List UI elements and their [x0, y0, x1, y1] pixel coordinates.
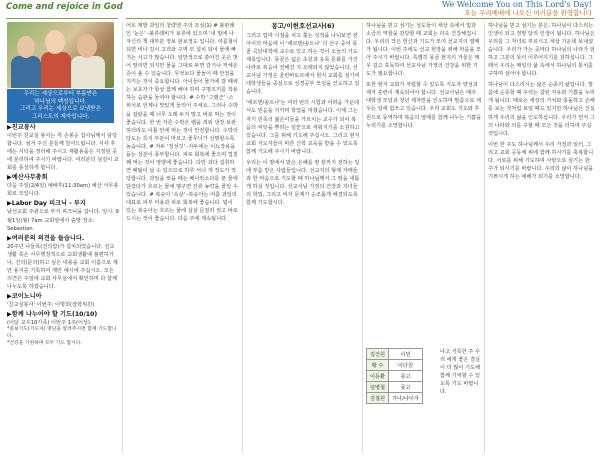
section-body: (이달 교우10가족) 이번주 1주(이상)	[7, 320, 91, 327]
table-side-body: 나고 거룩한 주 우리 에게 좋은 결실이 더 많이 기도해 함께 기억할 수 있도록 기도 바랍니다.	[440, 349, 481, 396]
newsletter-title: Come and rejoice in God	[6, 2, 123, 12]
missionary-body: 우리는 이 땅에서 받은 은혜를 땅 끝까지 전하는 일에 부름 받은 사람들입니다. 선교지의 형제 자매들과 한 마음으로 기도할 때 하나님께서 그 땅을 새롭게 하실 것입니다. 선교사님 가정의 건강과 자녀들의 학업, 그리고 비자 문제가 순조롭게 해결되도록 함께 기도합시다.	[246, 159, 360, 206]
table-cell: 김철원	[367, 393, 389, 404]
welcome-korean: 오늘 우리예배에 나오신 여러분을 환영합니다	[464, 9, 592, 17]
sermon-column	[488, 22, 596, 454]
column-divider	[484, 22, 485, 454]
family-photo	[7, 22, 114, 88]
table-row	[367, 360, 423, 371]
welcome-header	[442, 0, 592, 18]
table-row	[367, 371, 423, 382]
sermon-body: 하나님을 믿고 섬기는 분은, 하나님이 다스리는 인생이 되고 정말 달리 인생이 됩니다. 하나님은 우리를 그 자녀로 부르시고 세상 가운데 보내셨습니다. 우리가 가는 곳마다 하나님의 나라가 임하고 그분의 뜻이 이루어지기를 원하십니다. 그래서 우리는 매일의 삶 속에서 하나님의 통치를 구하며 살아야 합니다.	[488, 23, 595, 78]
photo-caption	[7, 89, 114, 123]
caption-line: 그리고 우리는 세상으로 보냄받은	[20, 106, 101, 112]
table-cell: 몽고	[389, 382, 423, 393]
section-title: ▶친교봉사	[7, 124, 36, 131]
caption-line: 그리스도의 제자입니다.	[31, 113, 90, 120]
health-tips-body: 어트 제발 과일의 청량엔 주의 조심(1) # 불판례인 '눈은' -불류레비가 보류에 있으며 '내 밀에 나 자신의 책 대부분 정보 판보정도 입니다. 여름철이 되면 비나 깊이 고리와 구역 모 설치 되어 물에 빠지는 사고가 많습니다. 일반적으로 쏟아진 옷은 벗어 말리면 되지만 물을 그대로 두면 감기나 저체온증이 올 수 있습니다. 무엇보다 물놀이 때 안전을 지키는 것이 중요합니다. 아이들이 물가에 갈 때에는 보호자가 항상 함께 해야 하며 구명조끼를 착용하는 습관을 들여야 합니다. # 수박 '그랬군' -스위치로 언제나 맛있게 들리어 주세요. 그러나 수박을 잘랐을 때 너무 오래 두지 말고 바로 먹는 것이 좋습니다. 한 번 자른 수박은 랩을 씌워 냉장 보관하더라도 이틀 안에 먹는 것이 안전합니다. 수박의 당도는 꼭지 부분이 마르고 줄무늬가 선명할수록 높습니다. # 자두 '정성깃' -자두에는 이뇨작용을 돕는 성분이 풍부합니다. 피로 회복에 좋으며 껍질째 먹는 것이 영양에 좋습니다. 다만 과다 섭취하면 배탈이 날 수 있으므로 하루 서너 개 정도가 적당합니다. 과일을 씻을 때는 베이킹소다를 푼 물에 담갔다가 흐르는 물에 헹구면 잔류 농약을 줄일 수 있습니다. # 복숭아 '속살' -복숭아는 여름 과일의 대표로 피부 미용과 피로 회복에 좋습니다. 털이 있는 복숭아는 흐르는 물에 살살 문질러 씻고 바로 드시는 것이 좋습니다. 다음 주에 계속됩니다.	[126, 23, 238, 223]
table-cell: 황 수	[367, 360, 389, 371]
health-tips-column	[126, 22, 238, 454]
missionary-continued-body: 하나님을 믿고 섬기는 성도들이 세상 속에서 빛과 소금의 역할을 감당할 때 교회는 더욱 건강해집니다. 우리의 작은 헌신과 기도가 모여 선교지의 열매가 됩니다. 이번 주에도 선교 현장을 위해 마음을 모아 주시기 바랍니다. 특별히 몽골 현지의 겨울은 매우 길고 혹독하여 선교사님 가정의 건강을 위한 기도가 필요합니다.	[366, 23, 482, 78]
missionary-body: 그리고 업마 시점을 치고 쫓는 성적을 나눠보면 전 아이의 마음에 이 '에르덴/솔트나' 의 선구 중어 몽골 곡닭대학에 교수로 있고 하는 것이 오늘의 기도 제목입니다. 몽골은 넓은 초원과 유목 문화를 가진 나라로 복음이 전해진 지 오래되지 않았습니다. 선교사님 가정은 울란바토르에서 현지 교회를 섬기며 대학생들을 중심으로 성경공부 모임을 인도하고 있습니다.	[246, 33, 360, 96]
caption-line: 우리는 세상으로부터 부름받은	[23, 91, 98, 97]
section-title: ▶예산사무총회	[7, 174, 48, 182]
mission-partner-table	[366, 348, 423, 404]
table-side-text	[440, 348, 484, 408]
table-cell: 이동환	[367, 371, 389, 382]
table-cell: 가나/나이자	[389, 393, 423, 404]
section-body: 이번주 친교실 봉사는 각 손봉순 집사님께서 담당합니다. 섬겨 주신 분들께 감사드립니다. 식사 후에는 식탁을 정리해 주시고 재활용품은 지정된 곳에 분리하여 주시기 바랍니다. 여러분의 섬김이 교회를 풍성하게 합니다.	[7, 133, 119, 172]
table-cell: 임병철	[367, 382, 389, 393]
sermon-body: 하나님이 다스리시는 삶은 순종의 삶입니다. 말씀에 순종할 때 우리는 참된 자유와 기쁨을 누리게 됩니다. 때로는 세상의 가치와 충돌하고 손해를 보는 것처럼 보일 때도 있지만 하나님은 신실하게 우리의 삶을 인도하십니다. 우리가 먼저 그의 나라와 의를 구할 때 모든 것을 더하여 주실 것입니다.	[488, 82, 595, 137]
missionary-column	[246, 22, 360, 454]
missionary-continued-body: 또한 현지 교회가 자립할 수 있도록 지도자 양성과 제자 훈련이 계속되어야 합니다. 선교사님은 매주 대학생 모임과 청년 제자반을 인도하며 말씀으로 세우는 일에 힘쓰고 있습니다. 우리 교회도 기도와 후원으로 동역하며 복음의 열매를 함께 나누는 기쁨을 누리기를 소망합니다.	[366, 82, 482, 129]
section-body: 남선교회 주관으로 부지 피크닉을 갑니다. 일시: 9월1일(월) 7am 교회앞에서 출발 장소: Sebastian	[7, 209, 119, 232]
table-cell: 이민	[389, 349, 423, 360]
header-rule-left	[6, 18, 118, 19]
table-row	[367, 382, 423, 393]
missionary-continued-column	[366, 22, 482, 346]
welcome-english: We Welcome You on This Lord's Day!	[441, 0, 592, 9]
table-row	[367, 393, 423, 404]
column-divider	[242, 22, 243, 454]
caption-line: 하나님의 백성입니다.	[34, 98, 87, 105]
sermon-body: 이번 한 주도 하나님께서 우리 가정과 일터, 그리고 교회 공동체 위에 함께 하시기를 축복합니다. 서로를 위해 기도하며 사랑으로 섬기는 한 주가 되시기를 바랍니다. 우리의 삶이 하나님을 기쁘시게 하는 예배가 되기를 소망합니다.	[488, 141, 594, 180]
section-title: ▶함께 나누어야 할 기도(10/10)	[7, 311, 98, 319]
table-row	[367, 349, 423, 360]
missionary-body: '에르덴/솔트나'는 여러 번의 시험과 어려움 가운데서도 믿음을 지키며 학업을 마쳤습니다. 이제 그는 자기 민족의 젊은이들을 가르치는 교수가 되어 복음의 씨앗을 뿌리는 일꾼으로 세워지기를 소원하고 있습니다. 그를 위해 기도해 주십시오. 그리고 현지 교회 지도자들이 바른 신학 교육을 받을 수 있도록 함께 기도해 주시기 바랍니다.	[246, 100, 360, 155]
section-title: ▶Labor Day 피크닉 - 부지	[7, 200, 86, 208]
missionary-title: 몽고/이헌호선교사(6)	[271, 22, 335, 30]
announcements-column	[7, 122, 119, 452]
prayer-note: *중보기도(기도자) 명단을 알려주시면 함께 기도합니다.	[7, 327, 117, 339]
header-rule-right	[126, 18, 594, 19]
section-body: '친교실봉사' 이번주: 이명희(장학위원)	[7, 301, 95, 308]
table-cell: 몽고	[389, 371, 423, 382]
section-body: 20주년 나들목(건의함)가 설치되었습니다. 선교생활 혹은 사무행정적으로 교회생활에 불편하거나, 건의(문의)하고 싶은 내용을 교회 이름으로 제안 용지를 기록하여 제안 예시에 주십시오. 모든 의견은 주일에 교회 사무실에서 확인하며 다 함께 나누도록 하겠습니다.	[7, 243, 118, 290]
prayer-note: *건강을 기원하며 모두 기도 합시다.	[7, 340, 82, 346]
column-divider	[122, 22, 123, 454]
table-cell: 김진원	[367, 349, 389, 360]
section-title: ▶코이노니아	[7, 292, 42, 300]
table-cell: 이다원	[389, 360, 423, 371]
section-title: ▶여러분의 의견을 들습니다.	[7, 234, 85, 242]
column-divider	[362, 22, 363, 454]
section-body: 다음 주일(2/4일) 예배후(11:30am) 예산 사무총회로 모입니다.	[7, 183, 119, 198]
